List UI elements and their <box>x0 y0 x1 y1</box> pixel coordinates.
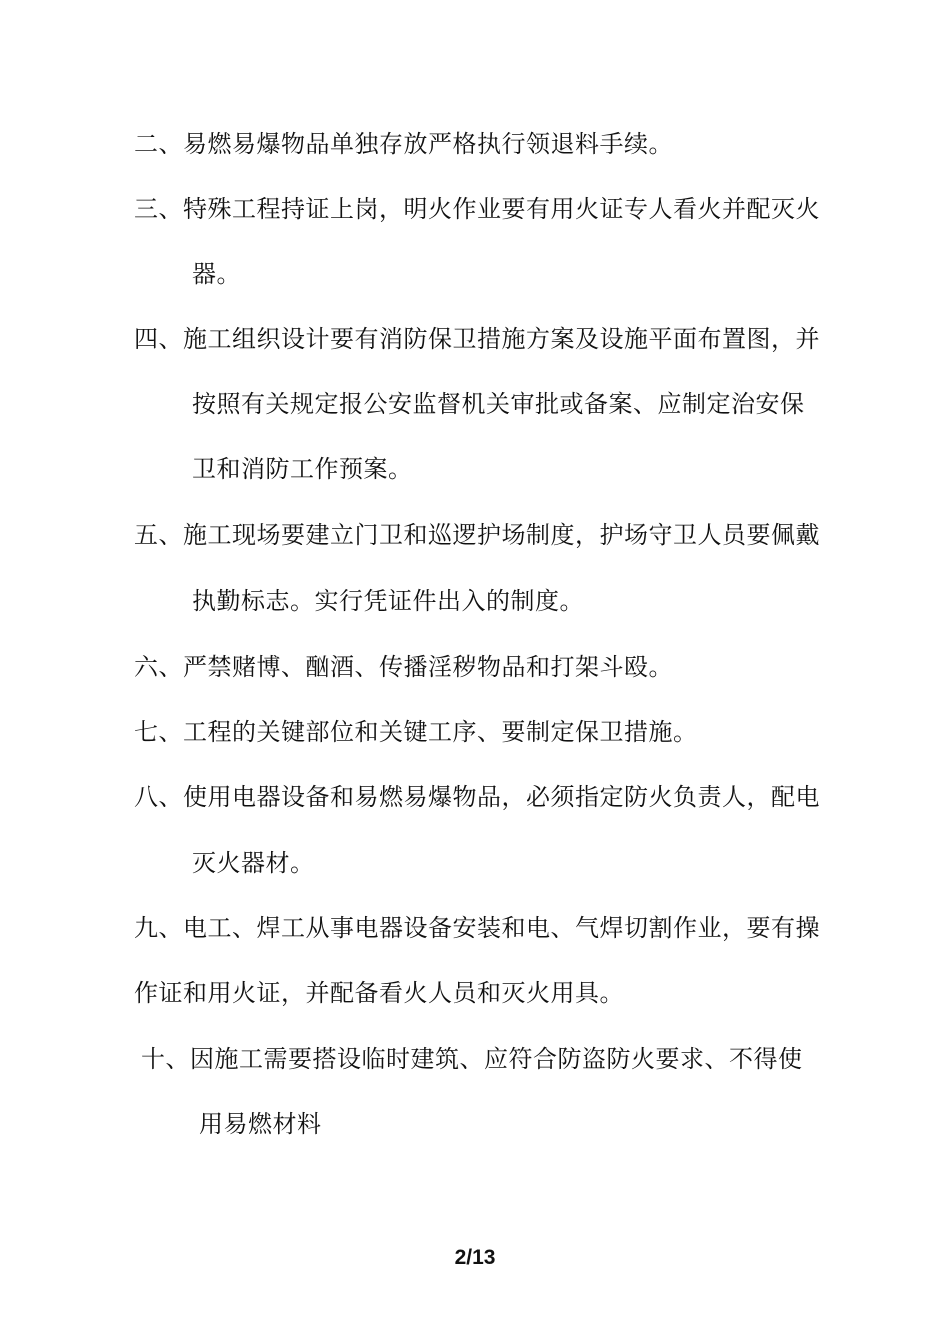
paragraph-4-line-2: 按照有关规定报公安监督机关审批或备案、应制定治安保 <box>192 390 805 418</box>
paragraph-10-line-2: 用易燃材料 <box>199 1110 322 1138</box>
paragraph-5-line-1: 五、施工现场要建立门卫和巡逻护场制度，护场守卫人员要佩戴 <box>134 521 820 549</box>
page-number: 2/13 <box>454 1246 496 1269</box>
paragraph-9-line-2: 作证和用火证，并配备看火人员和灭火用具。 <box>134 979 624 1007</box>
paragraph-4-line-1: 四、施工组织设计要有消防保卫措施方案及设施平面布置图，并 <box>134 325 820 353</box>
paragraph-7-line-1: 七、工程的关键部位和关键工序、要制定保卫措施。 <box>134 718 698 746</box>
paragraph-2-line-1: 二、易燃易爆物品单独存放严格执行领退料手续。 <box>134 130 673 158</box>
paragraph-6-line-1: 六、严禁赌博、酗酒、传播淫秽物品和打架斗殴。 <box>134 653 673 681</box>
paragraph-10-line-1: 十、因施工需要搭设临时建筑、应符合防盗防火要求、不得使 <box>141 1045 803 1073</box>
paragraph-4-line-3: 卫和消防工作预案。 <box>192 455 413 483</box>
paragraph-5-line-2: 执勤标志。实行凭证件出入的制度。 <box>192 587 584 615</box>
paragraph-8-line-1: 八、使用电器设备和易燃易爆物品，必须指定防火负责人，配电 <box>134 783 820 811</box>
paragraph-9-line-1: 九、电工、焊工从事电器设备安装和电、气焊切割作业，要有操 <box>134 914 820 942</box>
paragraph-3-line-2: 器。 <box>192 260 241 288</box>
paragraph-8-line-2: 灭火器材。 <box>192 849 315 877</box>
paragraph-3-line-1: 三、特殊工程持证上岗，明火作业要有用火证专人看火并配灭火 <box>134 195 820 223</box>
